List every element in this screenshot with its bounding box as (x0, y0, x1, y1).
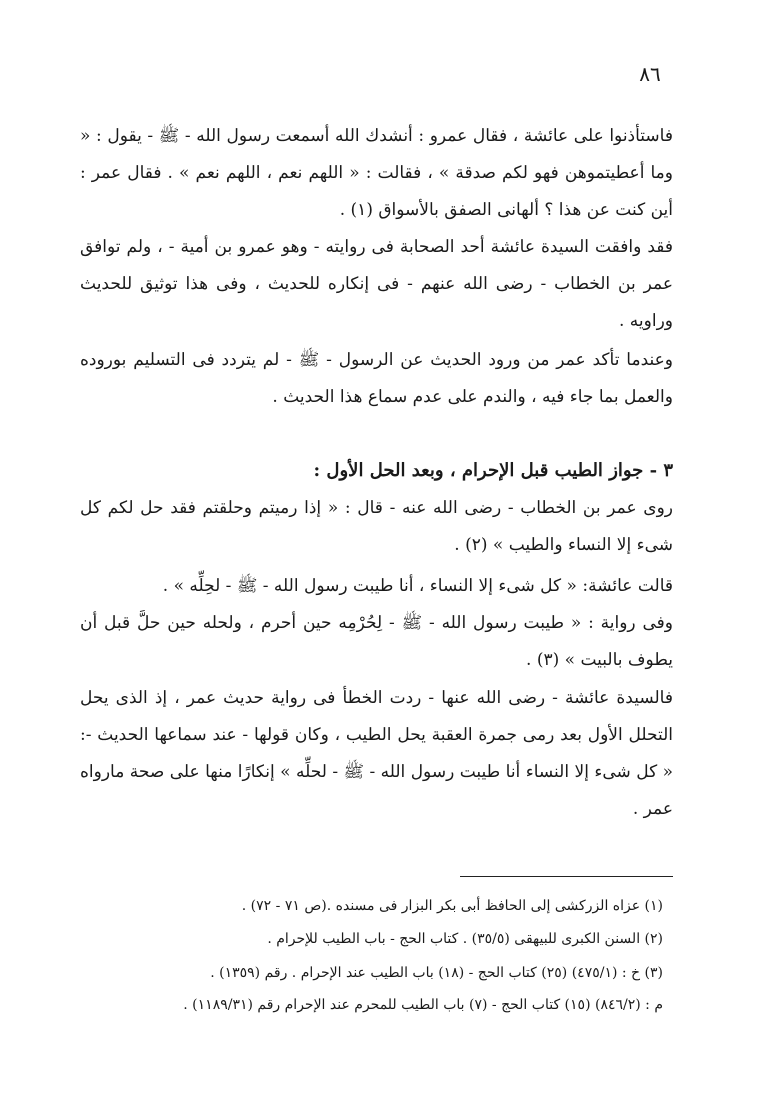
footnote-divider (460, 876, 673, 877)
paragraph-text: فاستأذنوا على عائشة ، فقال عمرو : أنشدك الله أسمعت رسول الله - ﷺ - يقول : « وما أعطيتموهن فهو لكم صدقة » ، فقالت : « اللهم نعم ، اللهم نعم » . فقال عمر : أين كنت عن هذا ؟ ألهانى الصفق بالأسواق (١) . (80, 126, 673, 220)
paragraph-3 (80, 342, 673, 416)
paragraph-text: قالت عائشة: « كل شىء إلا النساء ، أنا طيبت رسول الله - ﷺ - لحِلِّه » . (162, 576, 673, 596)
paragraph-1 (80, 118, 673, 229)
paragraph-text: وعندما تأكد عمر من ورود الحديث عن الرسول - ﷺ - لم يتردد فى التسليم بوروده والعمل بما جاء فيه ، والندم على عدم سماع هذا الحديث . (80, 350, 673, 407)
paragraph-2 (80, 229, 673, 340)
footnote-2: (٢) السنن الكبرى للبيهقى (٣٥/٥) . كتاب الحج - باب الطيب للإحرام . (267, 931, 663, 947)
paragraph-text: روى عمر بن الخطاب - رضى الله عنه - قال : « إذا رميتم وحلقتم فقد حل لكم كل شىء إلا النساء والطيب » (٢) . (80, 498, 673, 555)
page-number: ٨٦ (639, 62, 661, 86)
footnote-3: (٣) خ : (٤٧٥/١) (٢٥) كتاب الحج - (١٨) باب الطيب عند الإحرام . رقم (١٣٥٩) . (210, 965, 663, 981)
paragraph-6 (80, 605, 673, 679)
section-heading-block (80, 452, 673, 489)
section-heading: ٣ - جواز الطيب قبل الإحرام ، وبعد الحل الأول : (313, 460, 673, 481)
footnote-3-continued: م : (٨٤٦/٢) (١٥) كتاب الحج - (٧) باب الطيب للمحرم عند الإحرام رقم (١١٨٩/٣١) . (183, 997, 663, 1013)
paragraph-text: وفى رواية : « طيبت رسول الله - ﷺ - لِحُرْمِه حين أحرم ، ولحله حين حلَّ قبل أن يطوف بالبيت » (٣) . (80, 613, 673, 670)
footnote-1: (١) عزاه الزركشى إلى الحافظ أبى بكر البزار فى مسنده .(ص ٧١ - ٧٢) . (241, 898, 663, 914)
paragraph-5 (80, 568, 673, 605)
paragraph-7 (80, 680, 673, 828)
paragraph-4 (80, 490, 673, 564)
paragraph-text: فقد وافقت السيدة عائشة أحد الصحابة فى روايته - وهو عمرو بن أمية - ، ولم توافق عمر بن الخطاب - رضى الله عنهم - فى إنكاره للحديث ، وفى هذا توثيق للحديث وراويه . (80, 237, 673, 331)
paragraph-text: فالسيدة عائشة - رضى الله عنها - ردت الخطأ فى رواية حديث عمر ، إذ الذى يحل التحلل الأول بعد رمى جمرة العقبة يحل الطيب ، وكان قولها - عند سماعها الحديث -: « كل شىء إلا النساء أنا طيبت رسول الله - ﷺ - لحلِّه » إنكارًا منها على صحة مارواه عمر . (80, 688, 673, 819)
